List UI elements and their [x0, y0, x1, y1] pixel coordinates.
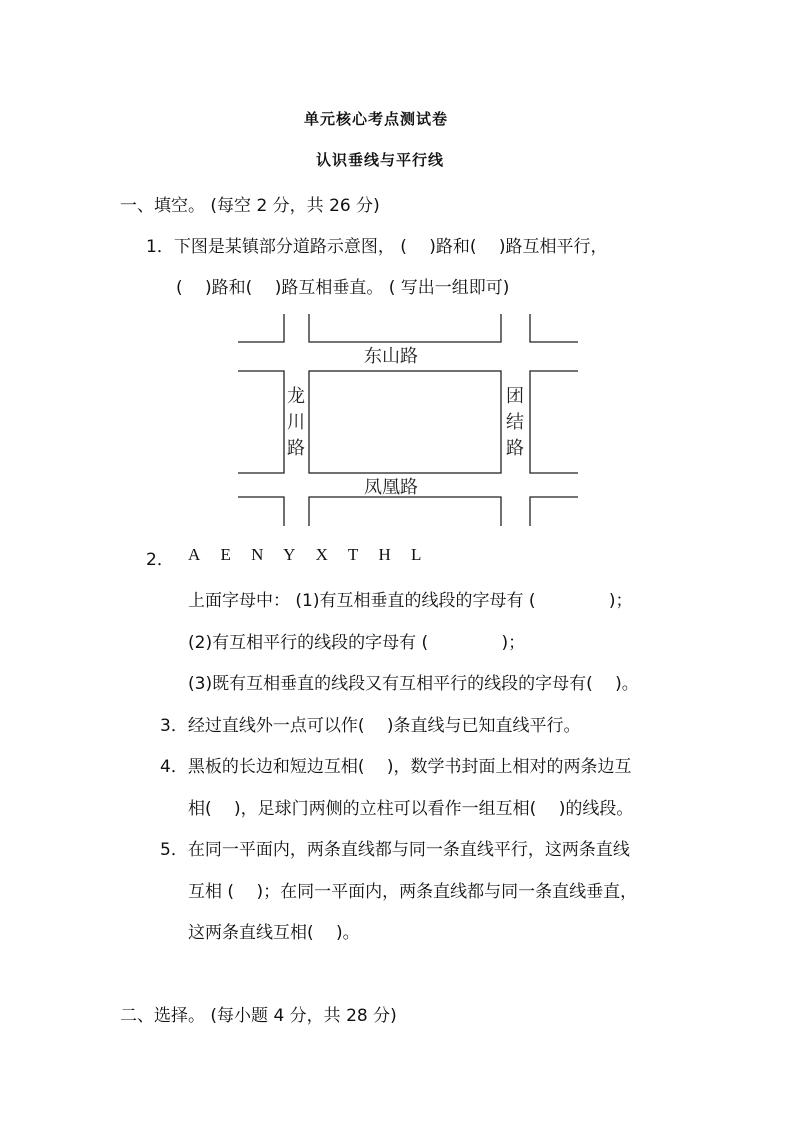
letter: Y	[283, 545, 296, 564]
road-edge-top-right	[530, 314, 578, 342]
question-2-line-3: (3)既有互相垂直的线段又有互相平行的线段的字母有( )。	[188, 674, 639, 694]
question-1-line-1: 1．下图是某镇部分道路示意图， ( )路和( )路互相平行，	[146, 237, 608, 257]
road-label-left-2: 川	[287, 412, 305, 433]
section-1-heading: 一、填空。 (每空 2 分，共 26 分)	[120, 196, 380, 216]
road-edge-top-middle	[309, 314, 501, 342]
road-label-bottom: 凤凰路	[364, 477, 418, 498]
letter: L	[411, 545, 422, 564]
road-label-right-1: 团	[506, 386, 524, 407]
letter: A	[188, 545, 201, 564]
question-4-line-2: 相( )，足球门两侧的立柱可以看作一组互相( )的线段。	[188, 799, 634, 819]
question-5-line-3: 这两条直线互相( )。	[188, 923, 360, 943]
question-2-line-1: 上面字母中： (1)有互相垂直的线段的字母有 ( )；	[188, 591, 633, 611]
question-5-line-1: 5．在同一平面内，两条直线都与同一条直线平行，这两条直线	[160, 840, 630, 860]
question-3-line-1: 3．经过直线外一点可以作( )条直线与已知直线平行。	[160, 716, 581, 736]
question-1-line-2: ( )路和( )路互相垂直。 ( 写出一组即可)	[176, 278, 510, 298]
page-subtitle: 认识垂线与平行线	[316, 151, 445, 169]
question-2-number: 2．	[146, 550, 174, 570]
letter: T	[347, 545, 359, 564]
question-5-line-2: 互相 ( )；在同一平面内，两条直线都与同一条直线垂直，	[188, 882, 638, 902]
road-edge-bottom-right	[530, 497, 578, 526]
road-label-left-3: 路	[287, 438, 305, 459]
road-edge-bottom-middle	[309, 497, 501, 526]
road-edge-top-left	[238, 314, 284, 342]
question-4-line-1: 4．黑板的长边和短边互相( )，数学书封面上相对的两条边互	[160, 757, 632, 777]
letter: X	[315, 545, 328, 564]
road-edge-middle-left	[238, 371, 284, 473]
page-title: 单元核心考点测试卷	[304, 110, 449, 128]
road-label-right-2: 结	[506, 412, 524, 433]
question-2-line-2: (2)有互相平行的线段的字母有 ( )；	[188, 633, 526, 653]
road-edge-middle-right	[530, 371, 578, 473]
question-2-letters	[188, 545, 437, 565]
central-block	[309, 371, 501, 473]
road-label-left-1: 龙	[287, 386, 305, 407]
road-label-right-3: 路	[506, 438, 524, 459]
road-edge-bottom-left	[238, 497, 284, 526]
letter: H	[378, 545, 391, 564]
section-2-heading: 二、选择。 (每小题 4 分，共 28 分)	[120, 1006, 397, 1026]
letter: E	[220, 545, 231, 564]
road-label-top: 东山路	[364, 346, 418, 367]
road-diagram	[236, 312, 580, 528]
letter: N	[251, 545, 264, 564]
